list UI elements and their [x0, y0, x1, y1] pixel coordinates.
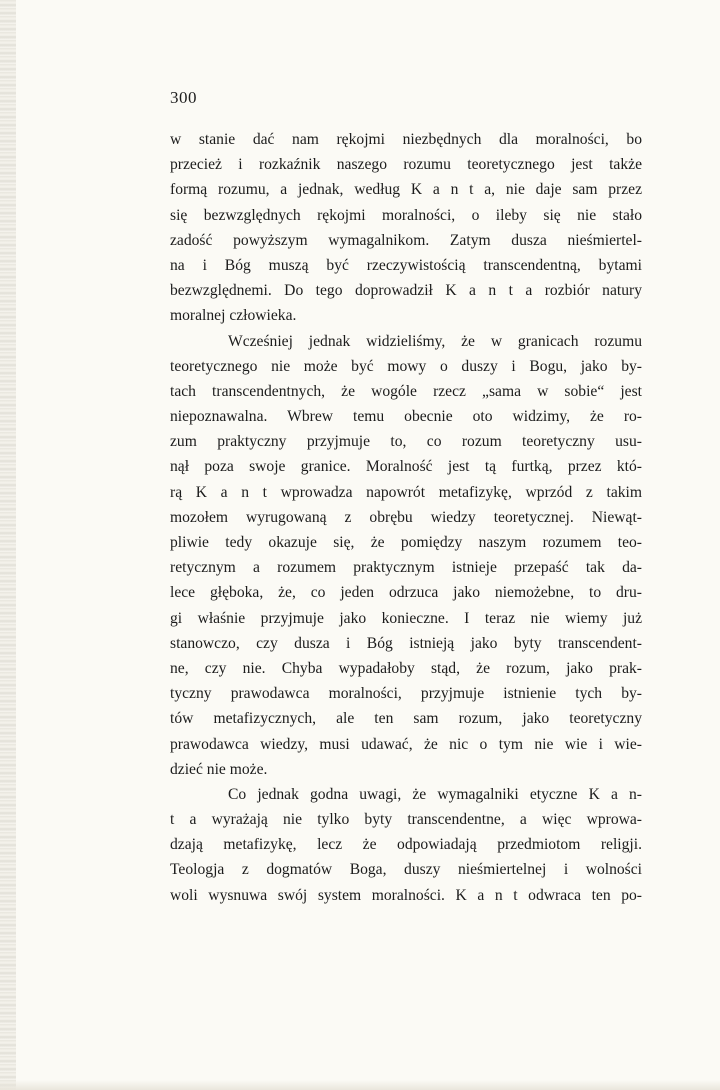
text-line: przecież i rozkaźnik naszego rozumu teoretycznego jest także	[170, 156, 642, 174]
text-line: gi właśnie przyjmuje jako konieczne. I teraz nie wiemy już	[170, 609, 642, 627]
text-line: tów metafizycznych, ale ten sam rozum, jako teoretyczny	[170, 710, 642, 728]
page-binding-edge	[0, 0, 16, 1090]
text-line: Teologja z dogmatów Boga, duszy nieśmiertelnej i wolności	[170, 861, 642, 879]
text-line: zum praktyczny przyjmuje to, co rozum teoretyczny usu-	[170, 433, 642, 451]
text-line: prawodawca wiedzy, musi udawać, że nic o tym nie wie i wie-	[170, 735, 642, 753]
page-number: 300	[170, 88, 197, 107]
text-line: formą rozumu, a jednak, według K a n t a, nie daje sam przez	[170, 181, 642, 199]
text-line: pliwie tedy okazuje się, że pomiędzy naszym rozumem teo-	[170, 534, 642, 551]
page-bottom-edge	[0, 1080, 720, 1090]
text-line: mozołem wyrugowaną z obrębu wiedzy teoretycznej. Niewąt-	[170, 508, 642, 526]
text-line: na i Bóg muszą być rzeczywistością transcendentną, bytami	[170, 256, 642, 274]
text-line: niepoznawalna. Wbrew temu obecnie oto widzimy, że ro-	[170, 408, 642, 426]
text-line: Wcześniej jednak widzieliśmy, że w granicach rozumu	[228, 332, 642, 350]
text-line: dzieć nie może.	[170, 760, 268, 778]
paragraph-3	[170, 782, 642, 908]
text-line: tyczny prawodawca moralności, przyjmuje istnienie tych by-	[170, 685, 642, 703]
text-line: zadość powyższym wymagalnikom. Zatym dusza nieśmiertel-	[170, 231, 642, 249]
text-line: teoretycznego nie może być mowy o duszy i Bogu, jako by-	[170, 357, 642, 375]
text-line: stanowczo, czy dusza i Bóg istnieją jako byty transcendent-	[170, 634, 642, 652]
text-line: retycznym a rozumem praktycznym istnieje przepaść tak da-	[170, 559, 642, 577]
paragraph-1	[170, 127, 642, 329]
text-line: moralnej człowieka.	[170, 307, 297, 325]
text-line: ne, czy nie. Chyba wypadałoby stąd, że rozum, jako prak-	[170, 659, 642, 677]
text-line: woli wysnuwa swój system moralności. K a n t odwraca ten po-	[170, 886, 642, 904]
text-line: t a wyrażają nie tylko byty transcendentne, a więc wprowa-	[170, 811, 642, 829]
text-line: nął poza swoje granice. Moralność jest tą furtką, przez któ-	[170, 458, 642, 476]
text-line: dzają metafizykę, lecz że odpowiadają przedmiotom religji.	[170, 836, 642, 854]
text-line: tach transcendentnych, że wogóle rzecz „sama w sobie“ jest	[170, 382, 642, 400]
body-text	[170, 127, 642, 908]
text-line: w stanie dać nam rękojmi niezbędnych dla moralności, bo	[170, 131, 642, 148]
text-line: Co jednak godna uwagi, że wymagalniki etyczne K a n-	[228, 785, 642, 803]
paragraph-2	[170, 329, 642, 782]
text-line: lece głęboka, że, co jeden odrzuca jako niemożebne, to dru-	[170, 584, 642, 602]
text-line: bezwzględnemi. Do tego doprowadził K a n t a rozbiór natury	[170, 282, 642, 300]
text-line: rą K a n t wprowadza napowrót metafizykę, wprzód z takim	[170, 483, 642, 501]
text-line: się bezwzględnych rękojmi moralności, o ileby się nie stało	[170, 206, 642, 224]
